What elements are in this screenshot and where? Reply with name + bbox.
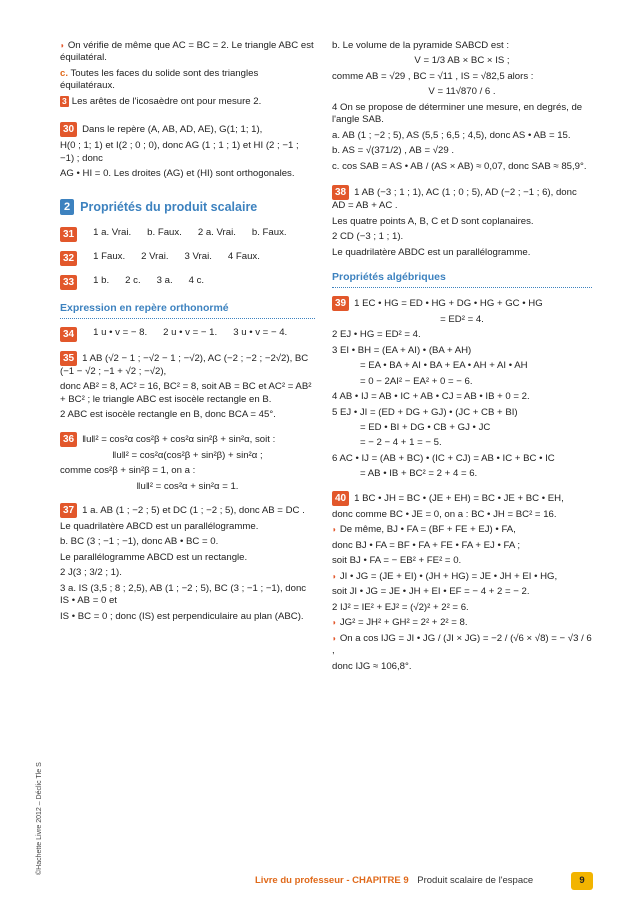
triangle-bullet-icon: ◗	[332, 618, 337, 628]
right-column: b. Le volume de la pyramide SABCD est : V = 1/3 AB × BC × IS ; comme AB = √29 , BC = √11 , IS = √82,5 alors : V = 11√870 / 6 . 4 On se propose de déterminer une mesure, en degrés, de l'angle SAB. a. AB (1 ; −2 ; 5), AS (5,5 ; 6,5 ; 4,5), donc AS • AB = 15. b. AS = √(371/2) , AB = √29 . c. cos SAB = AS • AB / (AS × AB) ≈ 0,07, donc SAB ≈ 85,9°. 38 1 AB (−3 ; 1 ; 1), AC (1 ; 0 ; 5), AD (−2 ; −1 ; 6), donc AD = AB + AC . Les quatre points A, B, C et D sont coplanaires. 2 CD (−3 ; 1 ; 1). Le quadrilatère ABDC est un parallélogramme. Propriétés algébriques 39 1 EC • HG = ED • HG + DG • HG + GC • HG = ED² = 4. 2 EJ • HG = ED² = 4. 3 EI • BH = (EA + AI) • (BA + AH) = EA • BA + AI • BA + EA • AH + AI • AH = 0 − 2AI² − EA² + 0 = − 6. 4 AB • IJ = AB • IC + AB • CJ = AB • IB + 0 = 2. 5 EJ • JI = (ED + DG + GJ) • (JC + CB + BI) = ED • BI + DG • CB + GJ • JC = − 2 − 4 + 1 = − 5. 6 AC • IJ = (AB + BC) • (IC + CJ) = AB • IC + BC • IC = AB • IB + BC² = 2 + 4 = 6. 40 1 BC • JH = BC • (JE + EH) = BC • JE + BC • EH, donc comme BC • JE = 0, on a : BC • JH = BC² = 16. ◗ De même, BJ • FA = (BF + FE + EJ) • FA, donc BJ • FA = BF • FA + FE • FA + EJ • FA ; soit BJ • FA = − EB² + FE² = 0. ◗ JI • JG = (JE + EI) • (JH + HG) = JE • JH + EI • HG, soit JI • JG = JE • JH + EI • EF = − 4 + 2 = − 2. 2 IJ² = IE² + EJ² = (√2)² + 2² = 6. ◗ JG² = JH² + GH² = 2² + 2² = 8. ◗ On a cos IJG = JI • JG / (JI × JG) = −2 / (√6 × √8) = − √3 / 6 , donc IJG ≈ 106,8°.	[332, 40, 592, 672]
left-column	[60, 40, 315, 633]
subsection-heading-algebra: Propriétés algébriques	[332, 271, 592, 288]
text-p1: ◗ On vérifie de même que AC = BC = 2. Le triangle ABC est équilatéral.	[60, 40, 314, 64]
exercise-31: 31 1 a. Vrai. b. Faux. 2 a. Vrai. b. Faux.	[60, 227, 315, 242]
page-footer: Livre du professeur - CHAPITRE 9 Produit scalaire de l'espace 9	[255, 875, 593, 891]
subsection-heading: Expression en repère orthonormé	[60, 302, 315, 319]
exercise-40: 40 1 BC • JH = BC • (JE + EH) = BC • JE + BC • EH, donc comme BC • JE = 0, on a : BC • JH = BC² = 16. ◗ De même, BJ • FA = (BF + FE + EJ) • FA, donc BJ • FA = BF • FA + FE • FA + EJ • FA ; soit BJ • FA = − EB² + FE² = 0. ◗ JI • JG = (JE + EI) • (JH + HG) = JE • JH + EI • HG, soit JI • JG = JE • JH + EI • EF = − 4 + 2 = − 2. 2 IJ² = IE² + EJ² = (√2)² + 2² = 6. ◗ JG² = JH² + GH² = 2² + 2² = 8. ◗ On a cos IJG = JI • JG / (JI × JG) = −2 / (√6 × √8) = − √3 / 6 , donc IJG ≈ 106,8°.	[332, 492, 592, 672]
exercise-39: 39 1 EC • HG = ED • HG + DG • HG + GC • HG = ED² = 4. 2 EJ • HG = ED² = 4. 3 EI • BH = (EA + AI) • (BA + AH) = EA • BA + AI • BA + EA • AH + AI • AH = 0 − 2AI² − EA² + 0 = − 6. 4 AB • IJ = AB • IC + AB • CJ = AB • IB + 0 = 2. 5 EJ • JI = (ED + DG + GJ) • (JC + CB + BI) = ED • BI + DG • CB + GJ • JC = − 2 − 4 + 1 = − 5. 6 AC • IJ = (AB + BC) • (IC + CJ) = AB • IC + BC • IC = AB • IB + BC² = 2 + 4 = 6.	[332, 297, 555, 480]
triangle-bullet-icon: ◗	[60, 41, 65, 50]
exercise-32: 32 1 Faux. 2 Vrai. 3 Vrai. 4 Faux.	[60, 251, 315, 266]
exercise-34: 34 1 u • v = − 8. 2 u • v = − 1. 3 u • v = − 4.	[60, 327, 315, 342]
copyright-notice: ©Hachette Livre 2012 – Déclic Tle S	[36, 762, 43, 875]
triangle-bullet-icon: ◗	[332, 525, 337, 535]
exercise-38: 38 1 AB (−3 ; 1 ; 1), AC (1 ; 0 ; 5), AD (−2 ; −1 ; 6), donc AD = AB + AC . Les quatre points A, B, C et D sont coplanaires. 2 CD (−3 ; 1 ; 1). Le quadrilatère ABDC est un parallélogramme.	[332, 187, 577, 258]
exercise-35: 35 1 AB (√2 − 1 ; −√2 − 1 ; −√2), AC (−2 ; −2 ; −2√2), BC (−1 − √2 ; −1 + √2 ; −√2), donc AB² = 8, AC² = 16, BC² = 8, soit AB = BC et AC² = AB² + BC² ; le triangle ABC est isocèle rectangle en B. 2 ABC est isocèle rectangle en B, donc BCA = 45°.	[60, 352, 312, 421]
exercise-30: 30 Dans le repère (A, AB, AD, AE), G(1; 1; 1), H(0 ; 1; 1) et I(2 ; 0 ; 0), donc AG (1 ; 1 ; 1) et HI (2 ; −1 ; −1) ; donc AG • HI = 0. Les droites (AG) et (HI) sont orthogonales.	[60, 124, 299, 180]
triangle-bullet-icon: ◗	[332, 633, 337, 643]
exercise-36: 36 ‖u‖² = cos²α cos²β + cos²α sin²β + sin²α, soit : ‖u‖² = cos²α(cos²β + sin²β) + sin²α ; comme cos²β + sin²β = 1, on a : ‖u‖² = cos²α + sin²α = 1.	[60, 433, 276, 492]
exercise-33: 33 1 b. 2 c. 3 a. 4 c.	[60, 275, 315, 290]
text-p3: 3 Les arêtes de l'icosaèdre ont pour mesure 2.	[62, 95, 262, 107]
page-number: 9	[571, 872, 593, 890]
triangle-bullet-icon: ◗	[332, 571, 337, 581]
text-p2: c. Toutes les faces du solide sont des triangles équilatéraux.	[60, 67, 259, 92]
section-heading: 2 Propriétés du produit scalaire	[60, 199, 315, 215]
exercise-37: 37 1 a. AB (1 ; −2 ; 5) et DC (1 ; −2 ; 5), donc AB = DC . Le quadrilatère ABCD est un parallélogramme. b. BC (3 ; −1 ; −1), donc AB • BC = 0. Le parallélogramme ABCD est un rectangle. 2 J(3 ; 3/2 ; 1). 3 a. IS (3,5 ; 8 ; 2,5), AB (1 ; −2 ; 5), BC (3 ; −1 ; −1), donc IS • AB = 0 et IS • BC = 0 ; donc (IS) est perpendiculaire au plan (ABC).	[60, 504, 307, 622]
